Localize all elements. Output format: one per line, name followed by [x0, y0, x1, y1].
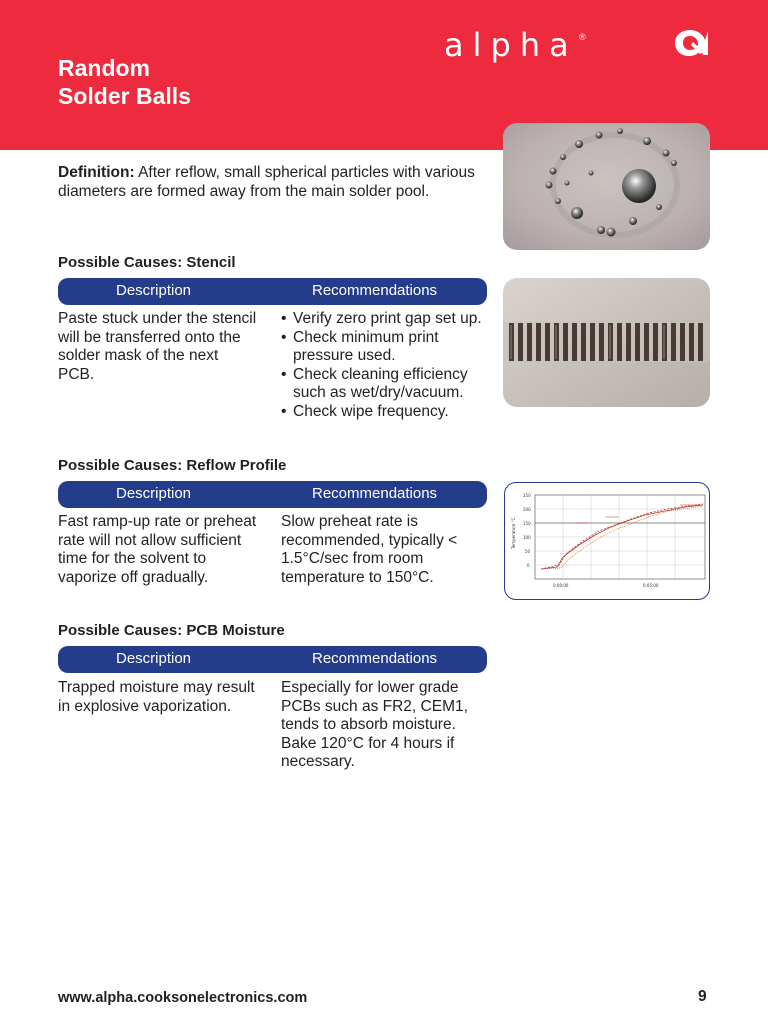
- reflow-description: Fast ramp-up rate or preheat rate will not allow sufficient time for the solvent to vaporize off gradually.: [58, 513, 257, 586]
- stencil-recommendation-item: • Check minimum print pressure used.: [281, 329, 486, 366]
- definition-text: After reflow, small spherical particles with various diameters are formed away from the main solder pool.: [58, 164, 475, 200]
- stencil-recommendation-item: • Verify zero print gap set up.: [281, 310, 486, 329]
- brand-text: alpha: [444, 26, 578, 64]
- reflow-profile-chart: [504, 482, 710, 600]
- y-tick-label: 200: [523, 507, 531, 512]
- stencil-description: Paste stuck under the stencil will be transferred onto the solder mask of the next PCB.: [58, 310, 257, 383]
- stencil-recommendation-item: • Check wipe frequency.: [281, 403, 486, 422]
- moisture-description: Trapped moisture may result in explosive vaporization.: [58, 679, 255, 715]
- header-recommendations: Recommendations: [312, 650, 438, 667]
- moisture-recommendation: Especially for lower grade PCBs such as FR2, CEM1, tends to absorb moisture. Bake 120°C for 4 hours if necessary.: [281, 679, 468, 770]
- header-description: Description: [116, 485, 192, 502]
- title-line-2: Solder Balls: [58, 83, 191, 109]
- brand-wordmark: [444, 26, 587, 64]
- stencil-recommendations: [281, 310, 486, 421]
- definition-paragraph: [58, 163, 478, 201]
- section-title-reflow: Possible Causes: Reflow Profile: [58, 457, 287, 474]
- header-description: Description: [116, 650, 192, 667]
- header-recommendations: Recommendations: [312, 282, 438, 299]
- section-title-stencil: Possible Causes: Stencil: [58, 254, 236, 271]
- section-title-moisture: Possible Causes: PCB Moisture: [58, 622, 285, 639]
- table-header-moisture: [58, 646, 487, 673]
- header-description: Description: [116, 282, 192, 299]
- x-tick-label: 0:05:00: [643, 583, 659, 588]
- solder-balls-image: [503, 123, 710, 250]
- definition-label: Definition:: [58, 164, 135, 181]
- alpha-logo-icon: [671, 28, 709, 58]
- stencil-photo: [503, 278, 710, 407]
- table-header-stencil: [58, 278, 487, 305]
- x-tick-label: 0:00:00: [553, 583, 569, 588]
- y-tick-label: 50: [525, 549, 531, 554]
- reflow-chart-graphic: [505, 483, 710, 600]
- footer-url[interactable]: www.alpha.cooksonelectronics.com: [58, 990, 308, 1006]
- y-tick-label: 250: [523, 493, 531, 498]
- y-tick-label: 100: [523, 535, 531, 540]
- header-recommendations: Recommendations: [312, 485, 438, 502]
- stencil-recommendation-item: • Check cleaning efficiency such as wet/dry/vacuum.: [281, 366, 486, 403]
- y-axis-label: Temperature °C: [511, 517, 516, 549]
- stencil-image: [503, 278, 710, 407]
- y-tick-label: 150: [523, 521, 531, 526]
- y-tick-label: 0: [527, 563, 530, 568]
- solder-balls-photo: [503, 123, 710, 250]
- reflow-recommendation: Slow preheat rate is recommended, typically < 1.5°C/sec from room temperature to 150°C.: [281, 513, 458, 586]
- table-header-reflow: [58, 481, 487, 508]
- title-line-1: Random: [58, 55, 150, 81]
- registered-mark: ®: [577, 33, 587, 44]
- page-title: [58, 54, 191, 110]
- page-number: 9: [698, 988, 707, 1005]
